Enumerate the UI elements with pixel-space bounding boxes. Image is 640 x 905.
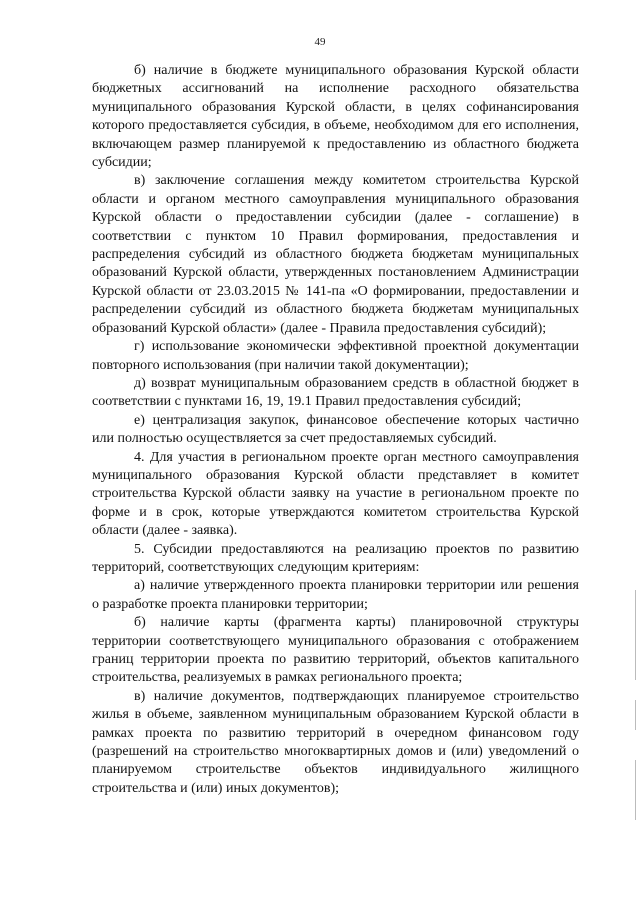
scan-edge-mark — [635, 590, 636, 680]
document-body — [92, 62, 579, 798]
paragraph-e-procurement: е) централизация закупок, финансовое обеспечение которых частично или полностью осуществляется за счет предоставляемых субсидий. — [92, 412, 579, 447]
paragraph-v-housing-documents: в) наличие документов, подтверждающих планируемое строительство жилья в объеме, заявленном муниципальным образованием Курской области в рамках проекта по развитию территорий в очередном финансовом году (разрешений на строительство многоквартирных домов и (или) уведомлений о планируемом строительстве объектов индивидуального жилищного строительства и (или) иных документов); — [92, 688, 579, 796]
scan-edge-mark — [635, 700, 636, 730]
paragraph-b-map: б) наличие карты (фрагмента карты) планировочной структуры территории соответствующего муниципального образования с отображением границ территории проекта по развитию территорий, объектов капитального строительства, реализуемых в рамках регионального проекта; — [92, 615, 579, 686]
paragraph-a-planning-project: а) наличие утвержденного проекта планировки территории или решения о разработке проекта планировки территории; — [92, 578, 579, 612]
scan-edge-mark — [635, 760, 636, 820]
paragraph-v-agreement: в) заключение соглашения между комитетом строительства Курской области и органом местного самоуправления муниципального образования Курской области о предоставлении субсидии (далее - соглашение) в соответствии с пунктом 10 Правил формирования, предоставления и распределения субсидий из областного бюджета бюджетам муниципальных образований Курской области, утвержденных постановлением Администрации Курской области от 23.03.2015 № 141-па «О формировании, предоставлении и распределении субсидий из областного бюджета бюджетам муниципальных образований Курской области» (далее - Правила предоставления субсидий); — [92, 173, 579, 336]
paragraph-4-application: 4. Для участия в региональном проекте орган местного самоуправления муниципального образования Курской области представляет в комитет строительства Курской области заявку на участие в региональном проекте по форме и в срок, которые утверждаются комитетом строительства Курской области (далее - заявка). — [92, 449, 579, 539]
page-number: 49 — [314, 36, 326, 48]
paragraph-5-criteria: 5. Субсидии предоставляются на реализацию проектов по развитию территорий, соответствующих следующим критериям: — [92, 541, 579, 575]
paragraph-b-budget-allocations: б) наличие в бюджете муниципального образования Курской области бюджетных ассигнований на исполнение расходного обязательства муниципального образования Курской области, в целях софинансирования которого предоставляется субсидия, в объеме, необходимом для его исполнения, включающем размер планируемой к предоставлению из областного бюджета субсидии; — [92, 63, 579, 171]
paragraph-g-project-documentation: г) использование экономически эффективной проектной документации повторного использования (при наличии такой документации); — [92, 339, 579, 373]
paragraph-d-refund: д) возврат муниципальным образованием средств в областной бюджет в соответствии с пунктами 16, 19, 19.1 Правил предоставления субсидий; — [92, 375, 579, 410]
